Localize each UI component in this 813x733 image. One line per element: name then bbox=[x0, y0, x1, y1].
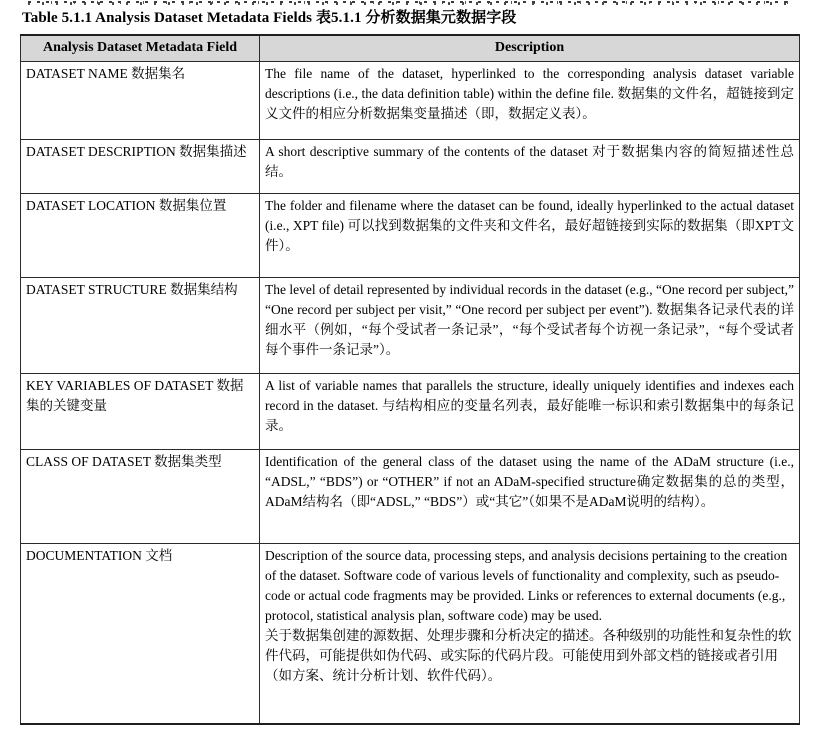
field-name-cell: DATASET DESCRIPTION 数据集描述 bbox=[21, 139, 260, 193]
description-cell bbox=[260, 277, 800, 373]
column-header-description: Description bbox=[260, 35, 800, 61]
table-title: Table 5.1.1 Analysis Dataset Metadata Fields 表5.1.1 分析数据集元数据字段 bbox=[22, 10, 517, 26]
description-cell bbox=[260, 193, 800, 277]
description-cell bbox=[260, 543, 800, 724]
description-cell bbox=[260, 139, 800, 193]
table-row-dataset-location bbox=[21, 193, 800, 277]
clipped-text-fragments bbox=[28, 1, 793, 5]
description-cell bbox=[260, 373, 800, 449]
field-name-cell: DATASET LOCATION 数据集位置 bbox=[21, 193, 260, 277]
table-row-key-variables bbox=[21, 373, 800, 449]
table-row-class-of-dataset bbox=[21, 449, 800, 543]
field-name-cell: CLASS OF DATASET 数据集类型 bbox=[21, 449, 260, 543]
description-text: The folder and filename where the dataset can be found, ideally hyperlinked to the actual dataset (i.e., XPT file) 可以找到数据集的文件夹和文件名，最好超链接到实际的数据集（即XPT文件）。 bbox=[265, 197, 794, 253]
description-text-chinese: 关于数据集创建的源数据、处理步骤和分析决定的描述。各种级别的功能性和复杂性的软件代码，可能提供如伪代码、或实际的代码片段。可能使用到外部文档的链接或者引用（如方案、统计分析计划、软件代码）。 bbox=[265, 627, 792, 683]
field-name-cell: DATASET STRUCTURE 数据集结构 bbox=[21, 277, 260, 373]
table-row-documentation bbox=[21, 543, 800, 724]
description-text: The file name of the dataset, hyperlinked to the corresponding analysis dataset variable descriptions (i.e., the data definition table) within the define file. 数据集的文件名，超链接到定义文件的相应分析数据集变量描述（即，数据定义表）。 bbox=[265, 65, 794, 121]
description-text-english: Description of the source data, processing steps, and analysis decisions pertaining to the creation of the dataset. Software code of various levels of functionality and complexity, such as pseudo-code or actual code fragments may be provided. Links or references to external documents (e.g., protocol, statistical analysis plan, software code) may be used. bbox=[265, 547, 788, 623]
field-name-cell: KEY VARIABLES OF DATASET 数据集的关键变量 bbox=[21, 373, 260, 449]
description-cell bbox=[260, 61, 800, 139]
description-text: The level of detail represented by individual records in the dataset (e.g., “One record per subject,” “One record per subject per visit,” “One record per subject per event”). 数据集各记录代表的详细水平（例如，“每个受试者一条记录”，“每个受试者每个访视一条记录”，“每个受试者每个事件一条记录”）。 bbox=[265, 281, 794, 357]
field-name-cell: DOCUMENTATION 文档 bbox=[21, 543, 260, 724]
description-text: Identification of the general class of the dataset using the name of the ADaM structure (i.e., “ADSL,” “BDS”) or “OTHER” if not an ADaM-specified structure确定数据集的总的类型，ADaM结构名（即“ADSL,” “BDS”）或“其它”（如果不是ADaM说明的结构）。 bbox=[265, 453, 794, 509]
table-row-dataset-structure bbox=[21, 277, 800, 373]
column-header-field: Analysis Dataset Metadata Field bbox=[21, 35, 260, 61]
description-cell bbox=[260, 449, 800, 543]
table-row-dataset-description bbox=[21, 139, 800, 193]
description-text: A list of variable names that parallels the structure, ideally uniquely identifies and indexes each record in the dataset. 与结构相应的变量名列表，最好能唯一标识和索引数据集中的每条记录。 bbox=[265, 377, 794, 433]
table-header-row bbox=[21, 35, 800, 61]
metadata-table bbox=[20, 34, 800, 725]
table-row-dataset-name bbox=[21, 61, 800, 139]
field-name-cell: DATASET NAME 数据集名 bbox=[21, 61, 260, 139]
description-text: A short descriptive summary of the contents of the dataset 对于数据集内容的简短描述性总结。 bbox=[265, 143, 794, 179]
